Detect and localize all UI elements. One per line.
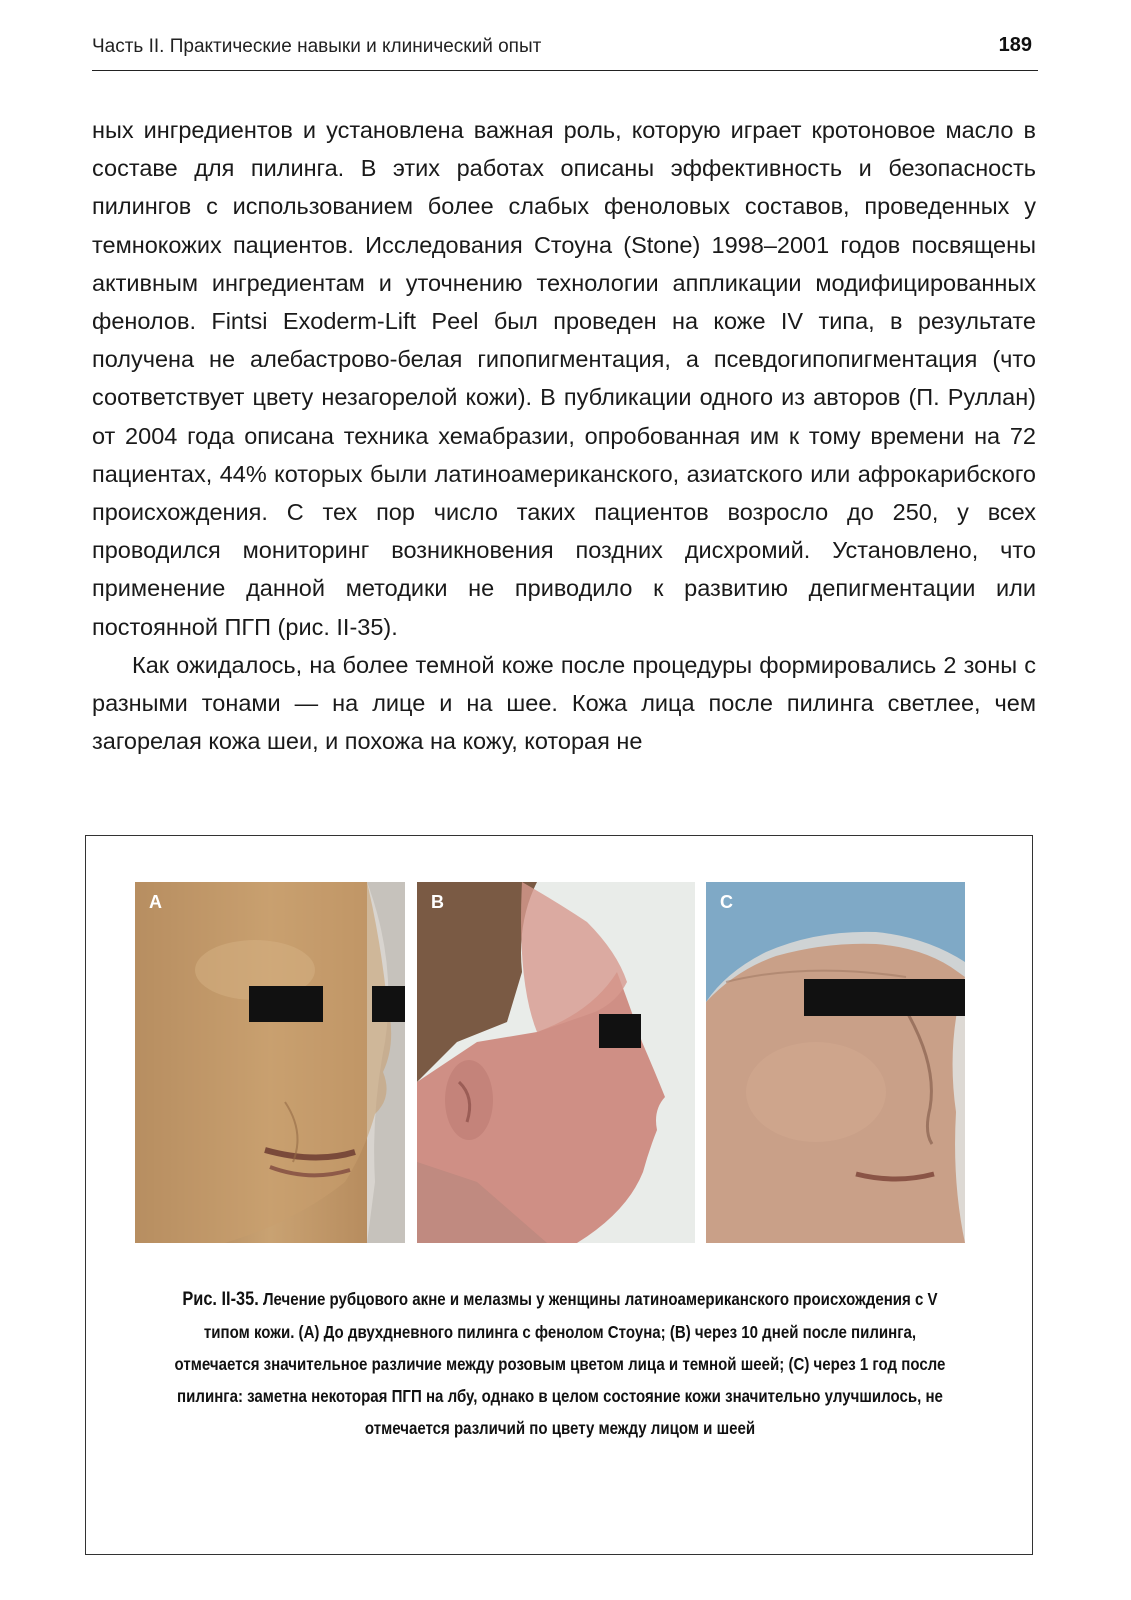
- caption-text: Лечение рубцового акне и мелазмы у женщины латиноамериканского происхождения с V типом кожи. (A) До двухдневного пилинга с фенолом Стоуна; (B) через 10 дней после пилинга, отмечается значительное различие между розовым цветом лица и темной шеей; (C) через 1 год после пилинга: заметна некоторая ПГП на лбу, однако в целом состояние кожи значительно улучшилось, не отмечается различий по цвету между лицом и шеей: [174, 1289, 946, 1438]
- figure-caption: [164, 1283, 955, 1444]
- eye-censor-bar: [249, 986, 323, 1022]
- running-head: Часть II. Практические навыки и клинический опыт: [92, 36, 542, 57]
- eye-censor-bar: [599, 1014, 641, 1048]
- page-number: 189: [998, 34, 1032, 56]
- eye-censor-bar: [372, 986, 405, 1022]
- panel-letter-b: B: [431, 892, 444, 912]
- face-photo-c: [706, 882, 965, 1243]
- paragraph-1: ных ингредиентов и установлена важная роль, которую играет кротоновое масло в составе для пилинга. В этих работах описаны эффективность и безопасность пилингов с использованием более слабых феноловых составов, проведенных у темнокожих пациентов. Исследования Стоуна (Stone) 1998–2001 годов посвящены активным ингредиентам и уточнению технологии аппликации модифицированных фенолов. Fintsi Exoderm-Lift Peel был проведен на коже IV типа, в результате получена не алебастрово-белая гипопигментация, а псевдогипопигментация (что соответствует цвету незагорелой кожи). В публикации одного из авторов (П. Руллан) от 2004 года описана техника хемабразии, опробованная им к тому времени на 72 пациентах, 44% которых были латиноамериканского, азиатского или афрокарибского происхождения. С тех пор число таких пациентов возросло до 250, у всех проводился мониторинг возникновения поздних дисхромий. Установлено, что применение данной методики не приводило к развитию депигментации или постоянной ПГП (рис. II-35).: [92, 117, 1036, 640]
- paragraph-2: Как ожидалось, на более темной коже после процедуры формировались 2 зоны с разными тонами — на лице и на шее. Кожа лица после пилинга светлее, чем загорелая кожа шеи, и похожа на кожу, которая не: [92, 651, 1036, 755]
- figure-II-35: [85, 835, 1033, 1555]
- page-header: [92, 34, 1038, 71]
- body-text: [92, 111, 1036, 760]
- figure-label: Рис. II-35.: [182, 1289, 259, 1310]
- photo-panel-a: [135, 882, 405, 1243]
- face-photo-b: [417, 882, 695, 1243]
- photo-panel-b: [417, 882, 695, 1243]
- face-photo-a: [135, 882, 405, 1243]
- panel-letter-a: A: [149, 892, 162, 912]
- eye-censor-bar: [804, 979, 965, 1016]
- photo-panel-c: [706, 882, 965, 1243]
- panel-letter-c: C: [720, 892, 733, 912]
